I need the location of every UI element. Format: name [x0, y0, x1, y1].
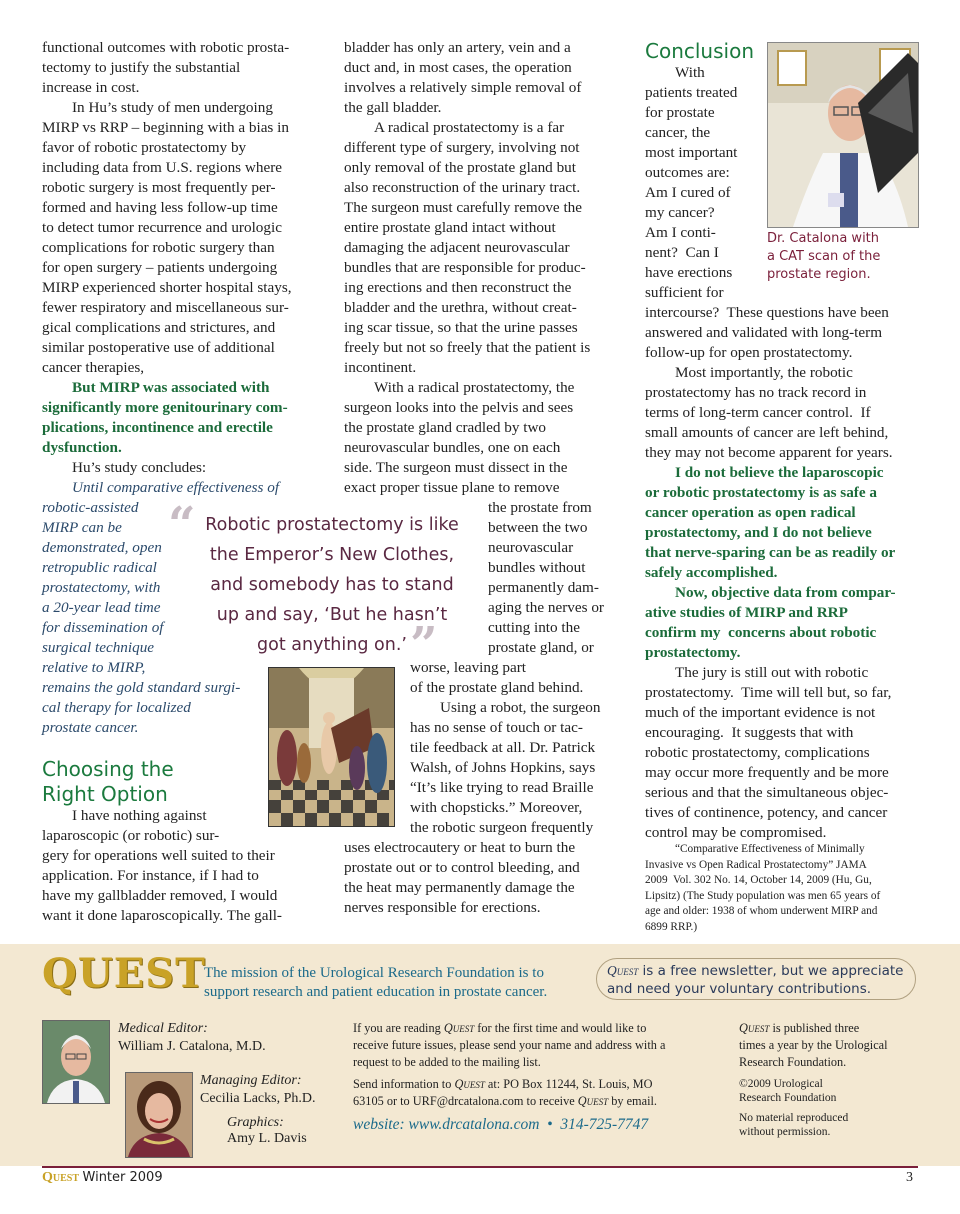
publisher-info	[739, 1020, 939, 1139]
c3p1n-line: Am I conti-	[645, 224, 716, 241]
c1p2-line: fewer respiratory and miscellaneous sur-	[42, 299, 289, 316]
c3ref-line: Invasive vs Open Radical Prostatectomy” JAMA	[645, 858, 867, 871]
c2p2-line: bundles that are responsible for produc-	[344, 259, 586, 276]
c2p2-line: ing erections and then reconstruct the	[344, 279, 572, 296]
choosing-heading-line1: Choosing the	[42, 757, 174, 781]
col2-paragraph-3-end	[410, 658, 630, 698]
conclusion-heading: Conclusion	[645, 39, 754, 63]
col1-p1c: increase in cost.	[42, 79, 140, 96]
c1p3-line: have my gallbladder removed, I would	[42, 887, 278, 904]
info2-quest: Quest	[454, 1077, 485, 1091]
c3e2-line: Now, objective data from compar-	[675, 584, 896, 601]
c3p1n-line: outcomes are:	[645, 164, 730, 181]
c2p2-line: A radical prostatectomy is a far	[374, 119, 565, 136]
c1p2-line: In Hu’s study of men undergoing	[72, 99, 273, 116]
c2p2-line: damaging the adjacent neurovascular	[344, 239, 570, 256]
c3p1n-line: nent? Can I	[645, 244, 719, 261]
col3-paragraph-1-narrow	[645, 63, 765, 303]
c3p3-line: control may be compromised.	[645, 824, 827, 841]
c3e2-line: confirm my concerns about robotic	[645, 624, 877, 641]
info-line1	[353, 1020, 723, 1037]
c1quote-line: relative to MIRP,	[42, 659, 146, 676]
c2p2-line: entire prostate gland intact without	[344, 219, 556, 236]
c2p1-line: involves a relatively simple removal of	[344, 79, 582, 96]
col2-paragraph-4-wide	[344, 838, 624, 918]
info2c: 63105 or to URF@drcatalona.com to receive	[353, 1094, 578, 1108]
c3ref-line: 6899 RRP.)	[645, 920, 698, 933]
pub-quest: Quest	[739, 1021, 770, 1035]
c3p3-line: may occur more frequently and be more	[645, 764, 889, 781]
c3p2-line: terms of long-term cancer control. If	[645, 404, 871, 421]
col2-paragraph-3-narrow	[488, 498, 628, 658]
c1p2-line: favor of robotic prostatectomy by	[42, 139, 247, 156]
study-reference	[645, 842, 925, 935]
c1quote-line: a 20-year lead time	[42, 599, 161, 616]
info-line2: receive future issues, please send your name and address with a	[353, 1038, 666, 1052]
c3p1w-line: follow-up for open prostatectomy.	[645, 344, 853, 361]
c2p4-line: with chopsticks.” Moreover,	[410, 799, 583, 816]
pub2: times a year by the Urological	[739, 1038, 888, 1052]
copyright-1: ©2009 Urological	[739, 1078, 823, 1090]
c2p1-line: bladder has only an artery, vein and a	[344, 39, 571, 56]
catalona-portrait	[42, 1020, 110, 1104]
subscribe-info	[353, 1020, 723, 1110]
c3p3-line: serious and that the simultaneous objec-	[645, 784, 889, 801]
c2p3n-line: the prostate from	[488, 499, 592, 516]
issue-line	[42, 1170, 163, 1186]
info1b: for the first time and would like to	[474, 1021, 647, 1035]
column-2	[344, 38, 624, 498]
pullquote-close-mark: ”	[410, 617, 438, 673]
col3-paragraph-1-wide	[645, 303, 925, 363]
c2p1-line: the gall bladder.	[344, 99, 442, 116]
c2p4w-line: nerves responsible for erections.	[344, 899, 541, 916]
c2p4w-line: the heat may permanently damage the	[344, 879, 575, 896]
col3-paragraph-2	[645, 363, 925, 463]
pullq-line: the Emperor’s New Clothes,	[209, 545, 455, 565]
c1quote-line: retropublic radical	[42, 559, 157, 576]
graphics-label: Graphics:	[227, 1115, 284, 1130]
copyright-2: Research Foundation	[739, 1092, 837, 1104]
c2p3n-line: permanently dam-	[488, 579, 599, 596]
c2p3c-line: of the prostate gland behind.	[410, 679, 584, 696]
info-line4	[353, 1076, 723, 1093]
pullq-line: Robotic prostatectomy is like	[205, 515, 459, 535]
c2p4w-line: prostate out or to control bleeding, and	[344, 859, 580, 876]
mission-line: The mission of the Urological Research Foundation is to	[204, 965, 544, 981]
c3ref-line: Lipsitz) (The Study population was men 65 years of	[645, 889, 881, 902]
c1p3-line: gery for operations well suited to their	[42, 847, 275, 864]
col1-paragraph-2	[42, 98, 322, 378]
c1quote-line: Until comparative effectiveness of	[72, 479, 280, 496]
medical-editor-name: William J. Catalona, M.D.	[118, 1039, 266, 1054]
c1p2-line: robotic surgery is most frequently per-	[42, 179, 276, 196]
c2p4-line: has no sense of touch or tac-	[410, 719, 583, 736]
catalona-photo	[767, 42, 919, 228]
c3p1n-line: patients treated	[645, 84, 738, 101]
info-line5	[353, 1093, 723, 1110]
col1-p1b: tectomy to justify the substantial	[42, 59, 241, 76]
c2p3n-line: neurovascular	[488, 539, 574, 556]
c1p3-line: application. For instance, if I had to	[42, 867, 259, 884]
c1emph-line: significantly more genitourinary com-	[42, 399, 288, 416]
c2p3n-line: between the two	[488, 519, 588, 536]
c3p1n-line: Am I cured of	[645, 184, 731, 201]
lacks-portrait	[125, 1072, 193, 1158]
c2p3n-line: bundles without	[488, 559, 586, 576]
c3p3-line: prostatectomy. Time will tell but, so far,	[645, 684, 892, 701]
pullq-line: and somebody has to stand	[210, 575, 454, 595]
column-1	[42, 38, 322, 478]
c3p1n-line: have erections	[645, 264, 733, 281]
c3e1-line: prostatectomy, and I do not believe	[645, 524, 872, 541]
graphics-name: Amy L. Davis	[227, 1131, 307, 1146]
c2p4-line: Using a robot, the surgeon	[440, 699, 601, 716]
managing-editor-label: Managing Editor:	[200, 1073, 302, 1088]
info2b: at: PO Box 11244, St. Louis, MO	[484, 1077, 653, 1091]
issue-label: Winter 2009	[82, 1170, 163, 1185]
c1p2-line: for open surgery – patients undergoing	[42, 259, 278, 276]
c2p1-line: duct and, in most cases, the operation	[344, 59, 572, 76]
pub-line1	[739, 1020, 939, 1037]
c3p2-line: Most importantly, the robotic	[675, 364, 853, 381]
c2p4-line: “It’s like trying to read Braille	[410, 779, 594, 796]
c1quote-line: robotic-assisted	[42, 499, 139, 516]
c1quote-line: prostatectomy, with	[42, 579, 161, 596]
quest-logo	[42, 950, 206, 997]
c3p3-line: much of the important evidence is not	[645, 704, 876, 721]
c3p2-line: prostatectomy has no track record in	[645, 384, 867, 401]
c1emph-line: But MIRP was associated with	[72, 379, 270, 396]
badge-text2: and need your voluntary contributions.	[607, 981, 872, 997]
emperor-illustration	[268, 667, 395, 827]
c2p2-line: incontinent.	[344, 359, 417, 376]
c3cap-line: prostate region.	[767, 267, 871, 282]
c3p1n-line: sufficient for	[645, 284, 724, 301]
c1p2-line: similar postoperative use of additional	[42, 339, 275, 356]
c3p1n-line: cancer, the	[645, 124, 711, 141]
managing-editor	[200, 1072, 315, 1108]
info2d-quest: Quest	[577, 1094, 609, 1108]
choosing-heading	[42, 757, 174, 807]
c1quote-line: remains the gold standard surgi-	[42, 679, 241, 696]
c2p2-line: The surgeon must carefully remove the	[344, 199, 583, 216]
managing-editor-name: Cecilia Lacks, Ph.D.	[200, 1091, 316, 1106]
c1p3-line: I have nothing against	[72, 807, 207, 824]
c2p3-line: surgeon looks into the pelvis and sees	[344, 399, 574, 416]
c3e1-line: cancer operation as open radical	[645, 504, 856, 521]
mission-line: support research and patient education in prostate cancer.	[204, 984, 548, 1000]
norepro-1: No material reproduced	[739, 1112, 849, 1124]
c1quote-line: prostate cancer.	[42, 719, 139, 736]
c3p3-line: encouraging. It suggests that with	[645, 724, 854, 741]
c2p3-line: the prostate gland cradled by two	[344, 419, 547, 436]
info-line3: request to be added to the mailing list.	[353, 1055, 541, 1069]
graphics-credit	[227, 1115, 307, 1147]
c1quote-line: demonstrated, open	[42, 539, 162, 556]
c1p2-line: complications for robotic surgery than	[42, 239, 275, 256]
c1p2-line: cancer therapies,	[42, 359, 145, 376]
info1-quest: Quest	[443, 1021, 475, 1035]
free-newsletter-badge	[596, 958, 916, 1000]
c1p2-line: MIRP experienced shorter hospital stays,	[42, 279, 292, 296]
c2p2-line: also reconstruction of the urinary tract.	[344, 179, 581, 196]
c3ref-line: “Comparative Effectiveness of Minimally	[675, 843, 865, 855]
c1p2-line: formed and having less follow-up time	[42, 199, 278, 216]
medical-editor-label: Medical Editor:	[118, 1021, 208, 1036]
col1-concludes: Hu’s study concludes:	[72, 459, 207, 476]
c1emph-line: plications, incontinence and erectile	[42, 419, 273, 436]
c2p3n-line: cutting into the	[488, 619, 580, 636]
c3ref-line: 2009 Vol. 302 No. 14, October 14, 2009 (Hu, Gu,	[645, 874, 872, 886]
c1p3-line: laparoscopic (or robotic) sur-	[42, 827, 220, 844]
issue-quest: Quest	[42, 1170, 80, 1185]
column-3	[645, 303, 925, 843]
c3e2-line: prostatectomy.	[645, 644, 741, 661]
c2p4-line: Walsh, of Johns Hopkins, says	[410, 759, 596, 776]
c3p3-line: robotic prostatectomy, complications	[645, 744, 870, 761]
c3e1-line: or robotic prostatectomy is as safe a	[645, 484, 877, 501]
c1p3-line: want it done laparoscopically. The gall-	[42, 907, 282, 924]
page-number: 3	[906, 1170, 913, 1185]
col1-p1: functional outcomes with robotic prosta-	[42, 39, 290, 56]
c1emph-line: dysfunction.	[42, 439, 122, 456]
c2p3c-line: worse, leaving part	[410, 659, 526, 676]
c3p2-line: they may not become apparent for years.	[645, 444, 893, 461]
c3p1w-line: answered and validated with long-term	[645, 324, 883, 341]
c1quote-line: surgical technique	[42, 639, 155, 656]
pullq-line: got anything on.’	[257, 635, 407, 655]
col3-emphasis-2	[645, 583, 925, 663]
c1p2-line: to detect tumor recurrence and urologic	[42, 219, 282, 236]
c1quote-line: MIRP can be	[42, 519, 122, 536]
c1quote-line: for dissemination of	[42, 619, 164, 636]
col1-emphasis	[42, 378, 322, 458]
badge-quest: Quest	[607, 963, 639, 978]
c3cap-line: a CAT scan of the	[767, 249, 881, 264]
c2p2-line: freely but not so freely that the patient is	[344, 339, 591, 356]
c2p3-line: side. The surgeon must dissect in the	[344, 459, 568, 476]
c3p1n-line: for prostate	[645, 104, 715, 121]
col2-paragraph-4	[410, 698, 630, 838]
c1p2-line: gical complications and strictures, and	[42, 319, 276, 336]
col2-paragraph-1	[344, 38, 624, 118]
c2p4-line: the robotic surgeon frequently	[410, 819, 594, 836]
mission-statement	[204, 964, 604, 1002]
col2-paragraph-2	[344, 118, 624, 378]
c3e1-line: I do not believe the laparoscopic	[675, 464, 884, 481]
c2p2-line: only removal of the prostate gland but	[344, 159, 576, 176]
photo-caption	[767, 230, 927, 284]
badge-text1: is a free newsletter, but we appreciate	[638, 963, 904, 979]
norepro-2: without permission.	[739, 1126, 831, 1138]
website-link[interactable]: website: www.drcatalona.com • 314-725-7747	[353, 1116, 649, 1133]
c2p3n-line: aging the nerves or	[488, 599, 604, 616]
c1p2-line: MIRP vs RRP – beginning with a bias in	[42, 119, 289, 136]
c2p3-line: neurovascular bundles, one on each	[344, 439, 561, 456]
c3p1n-line: my cancer?	[645, 204, 715, 221]
pub1: is published three	[769, 1021, 860, 1035]
col2-paragraph-3	[344, 378, 624, 498]
c3p3-line: The jury is still out with robotic	[675, 664, 869, 681]
badge-line1	[607, 962, 915, 980]
c2p3-line: With a radical prostatectomy, the	[374, 379, 575, 396]
c2p2-line: different type of surgery, involving not	[344, 139, 580, 156]
info2d: by email.	[608, 1094, 657, 1108]
c3ref-line: age and older: 1938 of whom underwent MIRP and	[645, 905, 878, 917]
c2p2-line: ing scar tissue, so that the urine passes	[344, 319, 578, 336]
c3e1-line: safely accomplished.	[645, 564, 778, 581]
c2p3n-line: prostate gland, or	[488, 639, 594, 656]
col3-paragraph-3	[645, 663, 925, 843]
c3e1-line: that nerve-sparing can be as readily or	[645, 544, 896, 561]
c3p2-line: small amounts of cancer are left behind,	[645, 424, 889, 441]
bottom-rule	[42, 1166, 918, 1168]
c3cap-line: Dr. Catalona with	[767, 231, 880, 246]
c2p4-line: tile feedback at all. Dr. Patrick	[410, 739, 596, 756]
c2p3-line: exact proper tissue plane to remove	[344, 479, 560, 496]
info2a: Send information to	[353, 1077, 455, 1091]
pullq-line: up and say, ‘But he hasn’t	[216, 605, 448, 625]
col3-emphasis-1	[645, 463, 925, 583]
pullquote-open-mark: “	[168, 497, 196, 553]
c2p2-line: bladder and the urethra, without creat-	[344, 299, 577, 316]
c3e2-line: ative studies of MIRP and RRP	[645, 604, 848, 621]
c3p1n-line: With	[675, 64, 705, 81]
c3p1n-line: most important	[645, 144, 738, 161]
c1p2-line: including data from U.S. regions where	[42, 159, 282, 176]
medical-editor	[118, 1020, 266, 1056]
info1a: If you are reading	[353, 1021, 444, 1035]
pub3: Research Foundation.	[739, 1055, 847, 1069]
choosing-heading-line2: Right Option	[42, 782, 168, 806]
c2p4w-line: uses electrocautery or heat to burn the	[344, 839, 576, 856]
quest-logo-text: QUEST	[42, 950, 206, 997]
c3p3-line: tives of continence, potency, and cancer	[645, 804, 888, 821]
c1quote-line: cal therapy for localized	[42, 699, 191, 716]
c3p1w-line: intercourse? These questions have been	[645, 304, 889, 321]
